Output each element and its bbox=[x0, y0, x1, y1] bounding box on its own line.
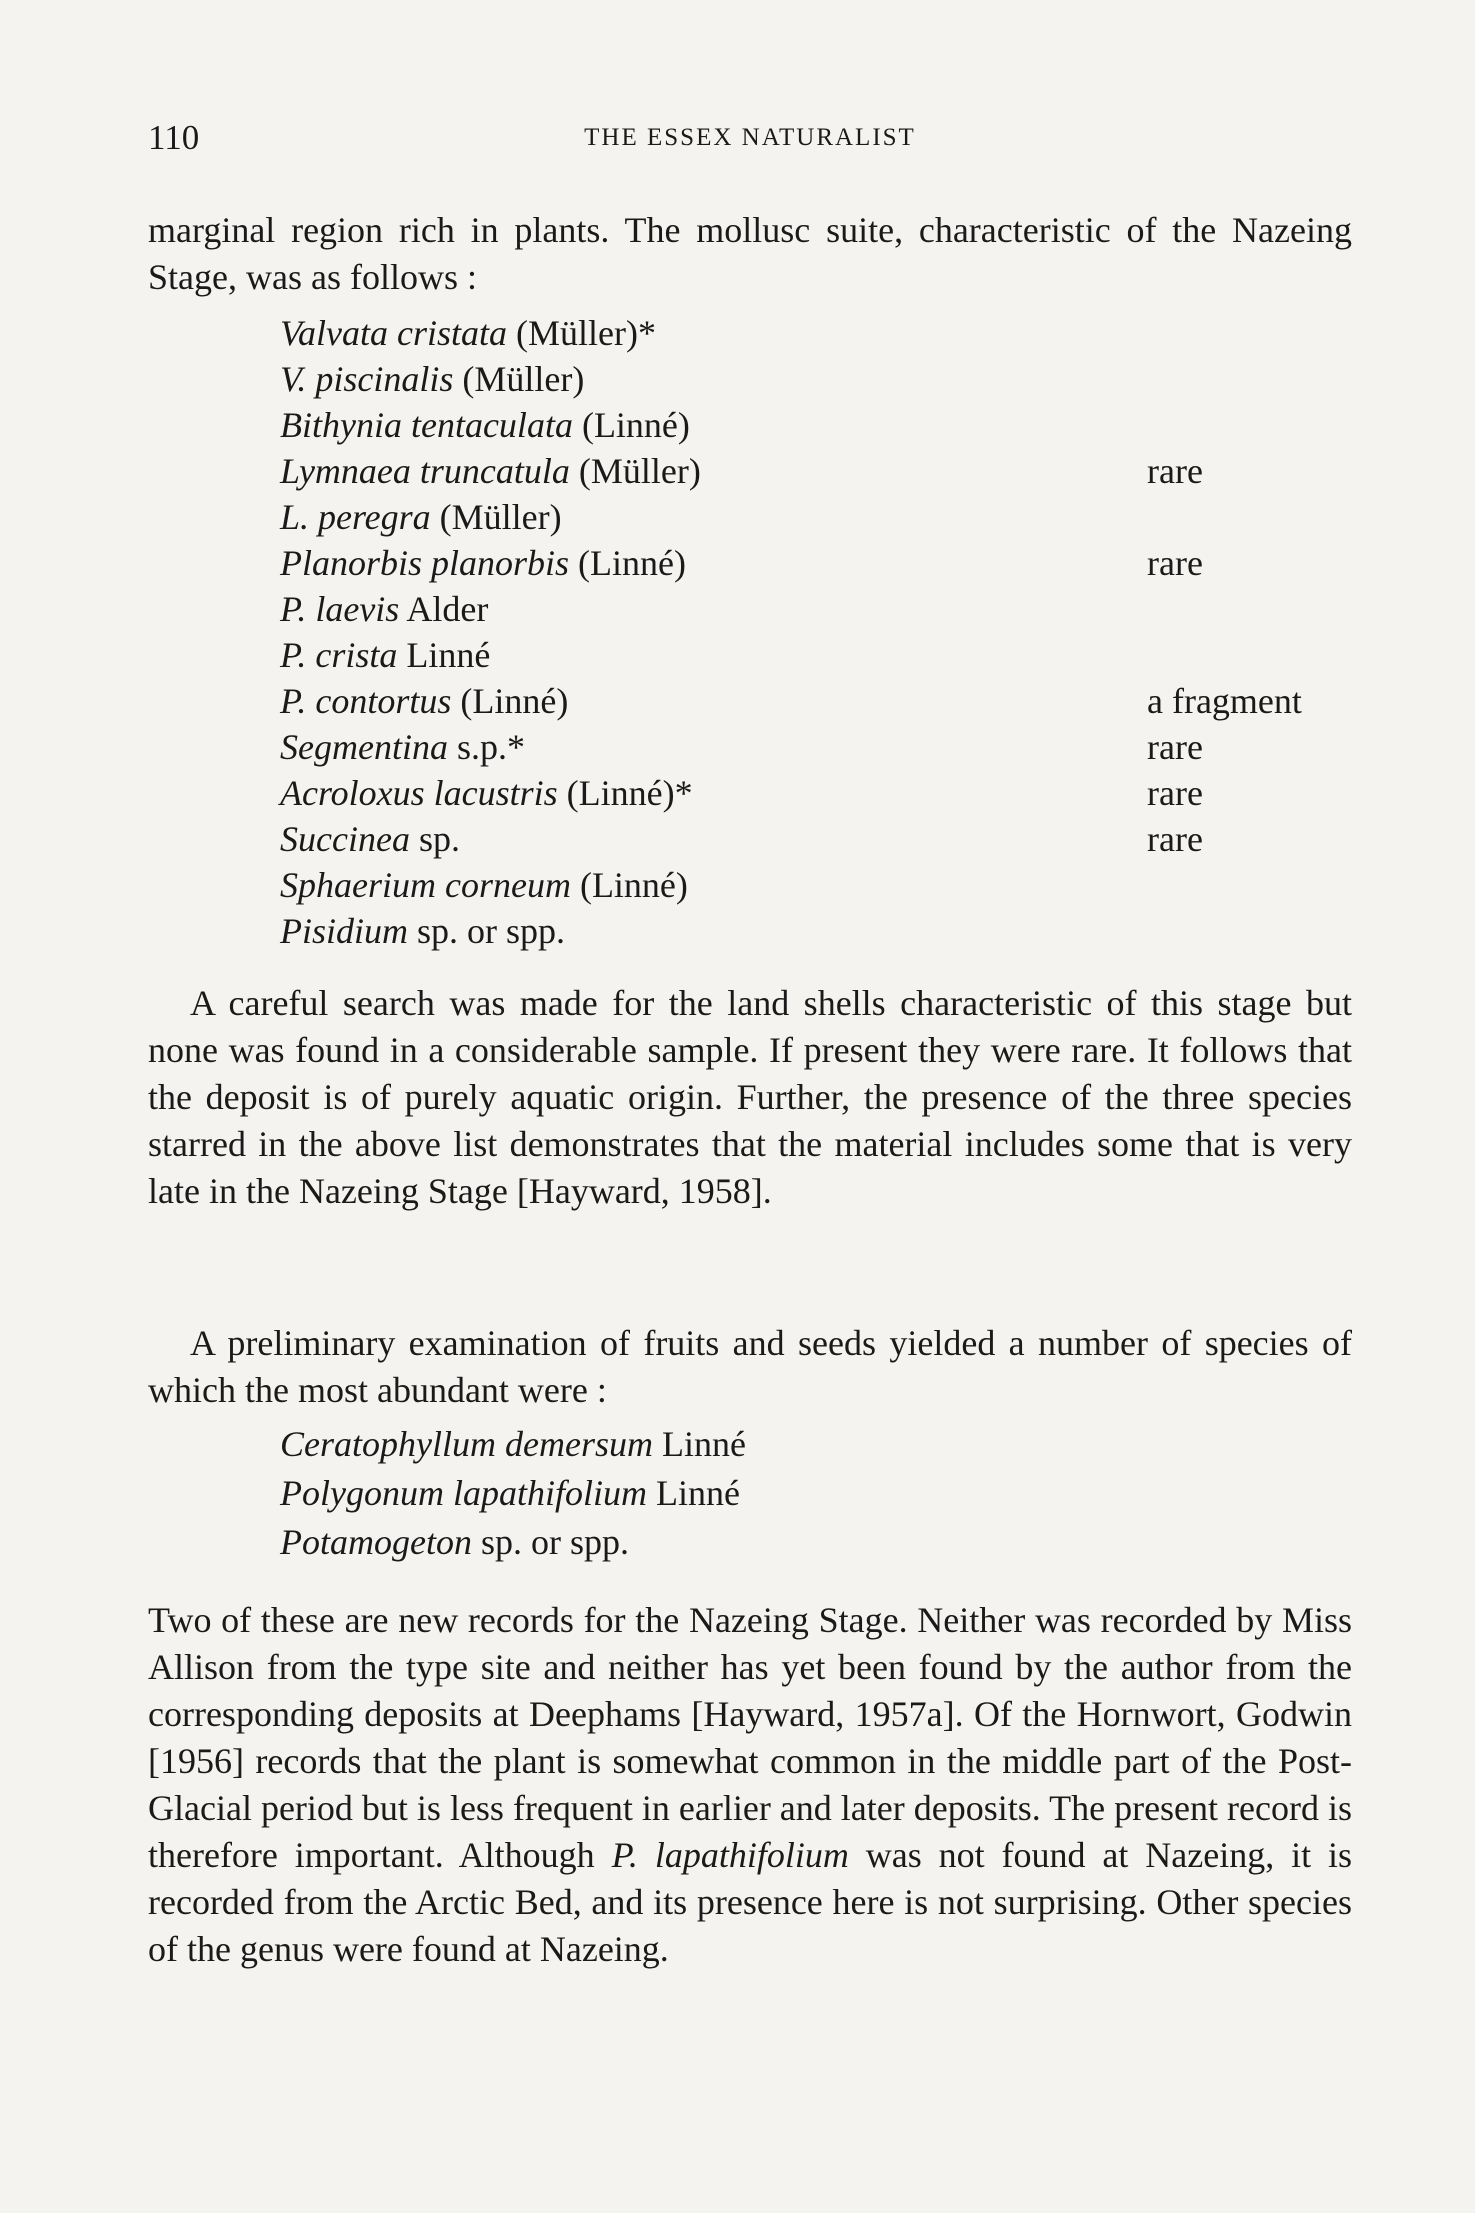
list-item bbox=[280, 678, 1352, 724]
species-name: Succinea bbox=[280, 819, 410, 859]
species-note: rare bbox=[1147, 543, 1203, 583]
page-number: 110 bbox=[148, 118, 200, 157]
records-text: Two of these are new records for the Nazeing Stage. Neither was recorded by Miss Allison from the type site and neither has yet been found by the author from the corresponding deposits at Deephams [Hayward, 1957a]. Of the Hornwort, Godwin [1956] records that the plant is somewhat common in the middle part of the Post-Glacial period but is less frequent in earlier and later deposits. The present record is therefore important. Although bbox=[148, 1600, 1352, 1875]
species-authority: (Linné) bbox=[451, 681, 569, 721]
species-authority: (Müller)* bbox=[507, 313, 656, 353]
list-item bbox=[280, 1518, 746, 1567]
species-authority: s.p.* bbox=[447, 727, 525, 767]
list-item bbox=[280, 908, 1352, 954]
list-item bbox=[280, 586, 1352, 632]
species-authority: sp. or spp. bbox=[471, 1522, 629, 1562]
species-authority: Linné bbox=[646, 1473, 740, 1513]
list-item bbox=[280, 1469, 746, 1518]
species-name: Polygonum lapathifolium bbox=[280, 1473, 647, 1513]
species-name: Planorbis planorbis bbox=[280, 543, 570, 583]
list-item bbox=[280, 310, 1352, 356]
land-shells-paragraph: A careful search was made for the land shells characteristic of this stage but none was found in a considerable sample. If present they were rare. It follows that the deposit is of purely aquatic origin. Further, the presence of the three species starred in the above list demonstrates that the material includes some that is very late in the Nazeing Stage [Hayward, 1958]. bbox=[148, 983, 1352, 1211]
species-authority: (Müller) bbox=[453, 359, 585, 399]
species-name: Sphaerium corneum bbox=[280, 865, 571, 905]
list-item bbox=[280, 494, 1352, 540]
species-name-inline: P. lapathifolium bbox=[611, 1835, 849, 1875]
species-authority: Alder bbox=[399, 589, 489, 629]
species-authority: sp. bbox=[409, 819, 460, 859]
list-item bbox=[280, 632, 1352, 678]
list-item bbox=[280, 1420, 746, 1469]
list-item bbox=[280, 816, 1352, 862]
species-note: rare bbox=[1147, 451, 1203, 491]
species-authority: (Müller) bbox=[569, 451, 701, 491]
journal-title: THE ESSEX NATURALIST bbox=[584, 124, 916, 151]
species-note: rare bbox=[1147, 727, 1203, 767]
list-item bbox=[280, 862, 1352, 908]
species-name: Segmentina bbox=[280, 727, 448, 767]
list-item bbox=[280, 448, 1352, 494]
species-name: Potamogeton bbox=[280, 1522, 472, 1562]
plant-list bbox=[280, 1420, 746, 1567]
running-head bbox=[148, 118, 1352, 162]
records-paragraph bbox=[148, 1597, 1352, 1973]
species-name: Acroloxus lacustris bbox=[280, 773, 558, 813]
seeds-paragraph: A preliminary examination of fruits and seeds yielded a number of species of which the most abundant were : bbox=[148, 1323, 1352, 1410]
species-name: Lymnaea truncatula bbox=[280, 451, 570, 491]
list-item bbox=[280, 770, 1352, 816]
mollusc-list bbox=[280, 310, 1352, 954]
intro-paragraph: marginal region rich in plants. The mollusc suite, characteristic of the Nazeing Stage, was as follows : bbox=[148, 210, 1352, 297]
species-name: P. contortus bbox=[280, 681, 452, 721]
species-authority: (Linné) bbox=[569, 543, 686, 583]
species-note: a fragment bbox=[1147, 681, 1302, 721]
species-authority: (Linné) bbox=[572, 405, 690, 445]
species-name: Valvata cristata bbox=[280, 313, 507, 353]
species-authority: (Linné)* bbox=[557, 773, 693, 813]
species-name: L. peregra bbox=[280, 497, 431, 537]
species-authority: (Linné) bbox=[570, 865, 688, 905]
species-note: rare bbox=[1147, 819, 1203, 859]
species-name: Ceratophyllum demersum bbox=[280, 1424, 653, 1464]
species-name: Pisidium bbox=[280, 911, 409, 951]
species-authority: (Müller) bbox=[430, 497, 562, 537]
species-authority: sp. or spp. bbox=[408, 911, 566, 951]
species-name: Bithynia tentaculata bbox=[280, 405, 573, 445]
list-item bbox=[280, 724, 1352, 770]
species-name: P. crista bbox=[280, 635, 398, 675]
list-item bbox=[280, 402, 1352, 448]
species-authority: Linné bbox=[397, 635, 491, 675]
species-name: V. piscinalis bbox=[280, 359, 454, 399]
records-text: was not found at Nazeing, it is recorded from the Arctic Bed, and its presence here is not surprising. Other species of the genus were found at Nazeing. bbox=[148, 1835, 1352, 1969]
species-note: rare bbox=[1147, 773, 1203, 813]
list-item bbox=[280, 540, 1352, 586]
species-authority: Linné bbox=[652, 1424, 746, 1464]
species-name: P. laevis bbox=[280, 589, 400, 629]
list-item bbox=[280, 356, 1352, 402]
